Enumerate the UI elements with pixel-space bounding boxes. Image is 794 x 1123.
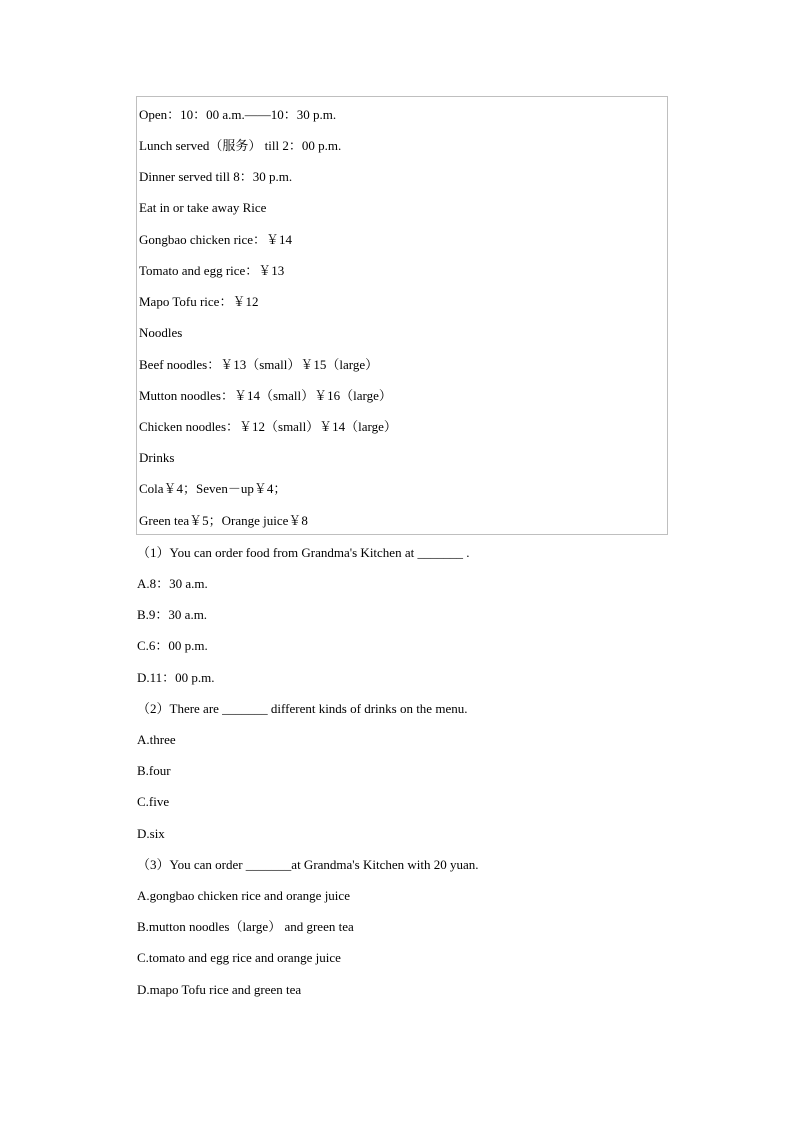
question-2-option-c[interactable]: C.five xyxy=(137,794,170,809)
menu-box xyxy=(136,96,668,535)
menu-noodles-heading: Noodles xyxy=(139,325,183,340)
question-1-option-a[interactable]: A.8：30 a.m. xyxy=(137,576,208,591)
question-1-stem: （1）You can order food from Grandma's Kitchen at _______ . xyxy=(137,545,470,560)
question-3-option-b[interactable]: B.mutton noodles（large） and green tea xyxy=(137,919,354,934)
menu-hours-line: Open：10：00 a.m.——10：30 p.m. xyxy=(139,107,337,122)
menu-item-chicken-noodles: Chicken noodles：￥12（small）￥14（large） xyxy=(139,419,397,434)
menu-drinks-line-2: Green tea￥5；Orange juice￥8 xyxy=(139,513,308,528)
question-2-option-a[interactable]: A.three xyxy=(137,732,176,747)
menu-lunch-line: Lunch served（服务） till 2：00 p.m. xyxy=(139,138,342,153)
question-1-option-c[interactable]: C.6：00 p.m. xyxy=(137,638,208,653)
menu-item-tomato-egg: Tomato and egg rice：￥13 xyxy=(139,263,285,278)
menu-drinks-line-1: Cola￥4；Seven－up￥4； xyxy=(139,481,287,496)
menu-rice-heading: Eat in or take away Rice xyxy=(139,200,267,215)
question-3-stem: （3）You can order _______at Grandma's Kitchen with 20 yuan. xyxy=(137,857,479,872)
question-3-option-a[interactable]: A.gongbao chicken rice and orange juice xyxy=(137,888,350,903)
question-2-option-b[interactable]: B.four xyxy=(137,763,171,778)
question-1-option-d[interactable]: D.11：00 p.m. xyxy=(137,670,215,685)
question-2-option-d[interactable]: D.six xyxy=(137,826,165,841)
question-2-stem: （2）There are _______ different kinds of drinks on the menu. xyxy=(137,701,468,716)
menu-item-mapo-tofu: Mapo Tofu rice：￥12 xyxy=(139,294,259,309)
question-3-option-c[interactable]: C.tomato and egg rice and orange juice xyxy=(137,950,341,965)
menu-item-mutton-noodles: Mutton noodles：￥14（small）￥16（large） xyxy=(139,388,392,403)
menu-item-gongbao: Gongbao chicken rice：￥14 xyxy=(139,232,293,247)
menu-dinner-line: Dinner served till 8：30 p.m. xyxy=(139,169,293,184)
question-3-option-d[interactable]: D.mapo Tofu rice and green tea xyxy=(137,982,302,997)
question-1-option-b[interactable]: B.9：30 a.m. xyxy=(137,607,208,622)
menu-drinks-heading: Drinks xyxy=(139,450,175,465)
menu-item-beef-noodles: Beef noodles：￥13（small）￥15（large） xyxy=(139,357,379,372)
